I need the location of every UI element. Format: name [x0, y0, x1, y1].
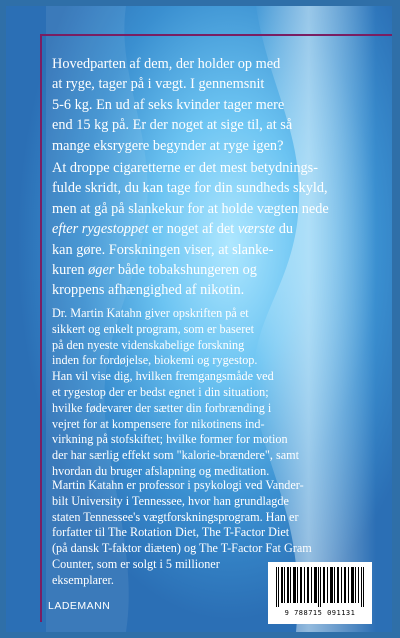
- bio-line: (på dansk T-faktor diæten) og The T-Factor Fat Gram: [52, 541, 312, 556]
- program-line: virkning på stofskiftet; hvilke former for motion: [52, 432, 288, 447]
- diet-warning-paragraph: [52, 158, 352, 301]
- warning-text: både tobakshungeren og: [114, 262, 257, 279]
- warning-text: du: [275, 221, 294, 238]
- bio-line: forfatter til The Rotation Diet, The T-Factor Diet: [52, 525, 290, 540]
- program-line: Han vil vise dig, hvilken fremgangsmåde ved: [52, 369, 274, 384]
- back-cover: [6, 6, 392, 632]
- warning-text: kuren: [52, 262, 89, 279]
- program-line: inden for fordøjelse, biokemi og rygestop.: [52, 353, 258, 368]
- emphasis-text: værste: [237, 221, 276, 238]
- bio-line: staten Tennessee's vægtforskningsprogram. Han er: [52, 509, 299, 524]
- program-line: et rygestop der er bedst egnet i din situation;: [52, 384, 269, 399]
- program-line: på den nyeste videnskabelige forskning: [52, 337, 245, 352]
- intro-line: Hovedparten af dem, der holder op med: [52, 56, 281, 72]
- warning-line: fulde skridt, du kan tage for din sundheds skyld,: [52, 180, 328, 197]
- warning-line: [52, 219, 352, 239]
- intro-line: 5-6 kg. En ud af seks kvinder tager mere: [52, 96, 285, 113]
- warning-line: [52, 260, 352, 280]
- publisher-name: LADEMANN: [48, 600, 111, 612]
- program-line: hvordan du bruger afslapning og meditation.: [52, 463, 270, 478]
- isbn-number: 9 788715 091131: [284, 609, 356, 617]
- bio-line: eksemplarer.: [52, 572, 114, 587]
- intro-line: mange eksrygere begynder at ryge igen?: [52, 137, 284, 154]
- warning-text: er noget af det: [148, 221, 238, 238]
- intro-line: end 15 kg på. Er der noget at sige til, at så: [52, 117, 293, 134]
- emphasis-text: efter rygestoppet: [52, 221, 149, 238]
- bio-line: Counter, som er solgt i 5 millioner: [52, 556, 220, 571]
- intro-paragraph: [52, 54, 352, 156]
- program-line: hvilke fødevarer der sætter din forbrænding i: [52, 400, 272, 415]
- isbn-barcode: [268, 562, 372, 624]
- warning-line: kroppens afhængighed af nikotin.: [52, 282, 245, 299]
- program-line: der har særlig effekt som "kalorie-brændere", samt: [52, 448, 299, 463]
- program-line: Dr. Martin Katahn giver opskriften på et: [52, 306, 249, 320]
- program-line: sikkert og enkelt program, som er baseret: [52, 321, 255, 336]
- warning-line: kan gøre. Forskningen viser, at slanke-: [52, 241, 274, 258]
- intro-line: at ryge, tager på i vægt. I gennemsnit: [52, 76, 265, 93]
- emphasis-text: øger: [88, 262, 115, 279]
- bio-line: Martin Katahn er professor i psykologi ved Vander-: [52, 478, 304, 492]
- vertical-accent-rule: [40, 34, 42, 622]
- program-line: vejret for at kompensere for nikotinens ind-: [52, 416, 265, 431]
- bio-line: bilt University i Tennessee, hvor han grundlagde: [52, 493, 289, 508]
- horizontal-accent-rule: [40, 34, 392, 36]
- warning-line: At droppe cigaretterne er det mest betydnings-: [52, 160, 318, 176]
- barcode-bars-icon: [276, 567, 364, 607]
- program-paragraph: [52, 306, 352, 480]
- warning-line: men at gå på slankekur for at holde vægten nede: [52, 200, 329, 217]
